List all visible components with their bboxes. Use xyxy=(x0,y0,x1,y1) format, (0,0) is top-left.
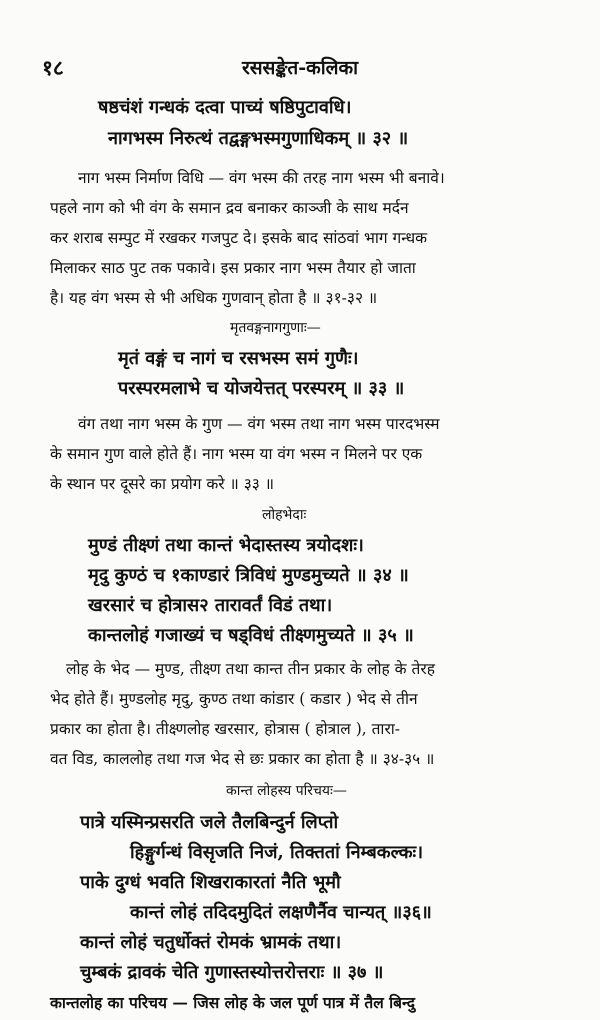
verse-line: कान्तं लोहं तदिदमुदितं लक्षणैर्नैव चान्यत् ॥३६॥ xyxy=(130,902,432,923)
prose-line: के स्थान पर दूसरे का प्रयोग करे ॥ ३३ ॥ xyxy=(50,475,275,493)
verse-line: मृदु कुण्ठं च १काण्डारं त्रिविधं मुण्डमुच्यते ॥ ३४ ॥ xyxy=(88,565,409,586)
prose-line: नाग भस्म निर्माण विधि — वंग भस्म की तरह नाग भस्म भी बनावे। xyxy=(78,169,445,187)
section-heading: मृतवङ्गनागगुणाः— xyxy=(230,320,321,336)
page-number: १८ xyxy=(42,55,64,80)
prose-line: है। यह वंग भस्म से भी अधिक गुणवान् होता है ॥ ३१-३२ ॥ xyxy=(50,289,378,307)
verse-line: कान्तं लोहं चतुर्धोक्तं रोमकं भ्रामकं तथा। xyxy=(80,932,342,953)
section-heading: लोहभेदाः xyxy=(262,507,307,523)
verse-line: पाके दुग्धं भवति शिखराकारतां नैति भूमौ xyxy=(80,872,341,893)
section-heading: कान्त लोहस्य परिचयः— xyxy=(226,783,347,799)
prose-line: प्रकार का होता है। तीक्ष्णलोह खरसार, होत्रास ( होत्राल ), तारा- xyxy=(50,720,401,738)
verse-line: षष्ठचंशं गन्धकं दत्वा पाच्यं षष्ठिपुटावधि। xyxy=(98,97,352,118)
verse-line: खरसारं च होत्रास२ तारावर्तं विडं तथा। xyxy=(88,595,333,616)
prose-line: पहले नाग को भी वंग के समान द्रव बनाकर काञ्जी के साथ मर्दन xyxy=(50,199,409,217)
prose-line: कर शराब सम्पुट में रखकर गजपुट दे। इसके बाद सांठवां भाग गन्धक xyxy=(50,229,428,247)
prose-line: भेद होते हैं। मुण्डलोह मृदु, कुण्ठ तथा कांडार ( कडार ) भेद से तीन xyxy=(50,690,418,708)
verse-line: कान्तलोहं गजाख्यं च षड्विधं तीक्ष्णमुच्यते ॥ ३५ ॥ xyxy=(88,625,414,646)
verse-line: पात्रे यस्मिन्प्रसरति जले तैलबिन्दुर्न लिप्तो xyxy=(80,812,339,833)
verse-line: मृतं वङ्गं च नागं च रसभस्म समं गुणैः। xyxy=(118,348,359,369)
verse-line: नागभस्म निरुत्थं तद्वङ्गभस्मगुणाधिकम् ॥ ३२ ॥ xyxy=(108,128,409,149)
verse-line: परस्परमलाभे च योजयेत्तत् परस्परम् ॥ ३३ ॥ xyxy=(118,378,405,399)
page-header xyxy=(0,54,600,84)
verse-line: मुण्डं तीक्ष्णं तथा कान्तं भेदास्तस्य त्रयोदशः। xyxy=(88,535,364,556)
prose-line: कान्तलोह का परिचय — जिस लोह के जल पूर्ण पात्र में तैल बिन्दु xyxy=(50,993,415,1012)
running-title: रससङ्केत-कलिका xyxy=(241,57,359,79)
prose-line: लोह के भेद — मुण्ड, तीक्ष्ण तथा कान्त तीन प्रकार के लोह के तेरह xyxy=(66,660,435,678)
prose-line: वंग तथा नाग भस्म के गुण — वंग भस्म तथा नाग भस्म पारदभस्म xyxy=(78,415,440,433)
prose-line: मिलाकर साठ पुट तक पकावे। इस प्रकार नाग भस्म तैयार हो जाता xyxy=(50,259,416,277)
prose-line: वत विड, काललोह तथा गज भेद से छः प्रकार का होता है ॥ ३४-३५ ॥ xyxy=(50,750,435,768)
verse-line: चुम्बकं द्रावकं चेति गुणास्तस्योत्तरोत्तराः ॥ ३७ ॥ xyxy=(80,962,384,983)
verse-line: हिङ्गुर्गन्धं विसृजति निजं, तिक्ततां निम्बकल्कः। xyxy=(130,842,424,863)
prose-line: के समान गुण वाले होते हैं। नाग भस्म या वंग भस्म न मिलने पर एक xyxy=(50,445,423,463)
